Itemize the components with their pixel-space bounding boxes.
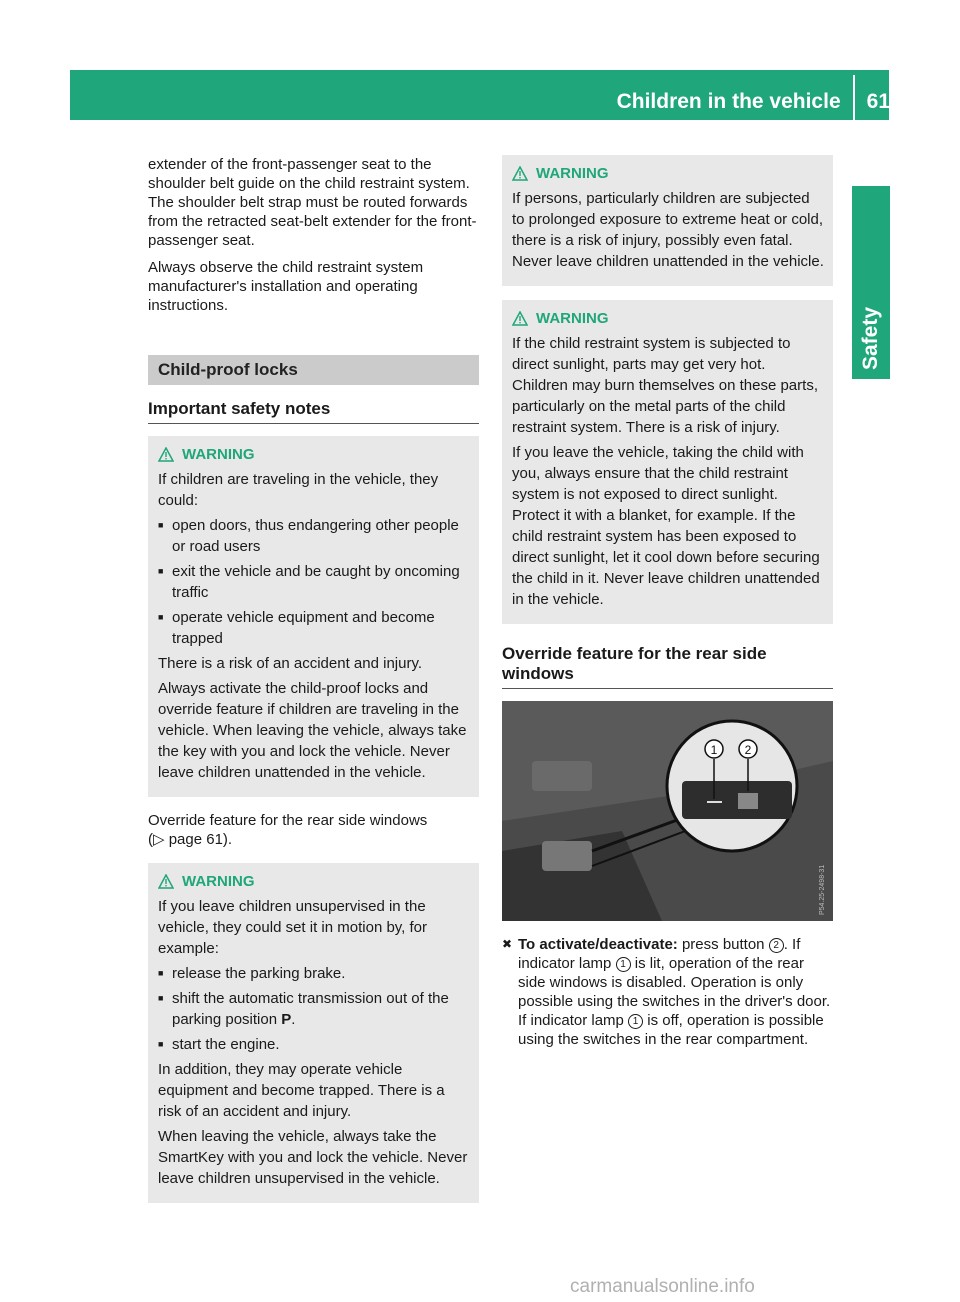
intro-paragraph-1: extender of the front-passenger seat to the shoulder belt guide on the child restraint system. The shoulder belt strap must be routed forwards from the retracted seat-belt extender for the front-passenger seat. bbox=[148, 156, 477, 249]
bullet-item: ■ shift the automatic transmission out of the parking position P. bbox=[158, 988, 471, 1030]
step-text: is lit, operation of the rear side windows is disabled. Operation is only possible using the switches in the driver's door. If indicator lamp bbox=[518, 955, 831, 1029]
footer-watermark: carmanualsonline.info bbox=[570, 1276, 755, 1297]
header-title: Children in the vehicle bbox=[616, 90, 841, 113]
warning-bullet-list bbox=[158, 963, 471, 1055]
step-text: press button bbox=[681, 936, 765, 953]
lamp-1-reference: 1 bbox=[616, 957, 631, 972]
door-panel-illustration bbox=[502, 701, 833, 921]
header-separator bbox=[853, 75, 855, 121]
step-label: To activate/deactivate: bbox=[518, 936, 678, 953]
door-switch-figure bbox=[502, 701, 833, 921]
warning-label: WARNING bbox=[536, 165, 609, 182]
step-text: . If indicator lamp bbox=[518, 936, 801, 972]
cross-reference[interactable] bbox=[148, 811, 479, 849]
warning-text: There is a risk of an accident and injury. bbox=[158, 655, 423, 672]
warning-header bbox=[512, 308, 825, 329]
gear-position-p: P bbox=[281, 1011, 292, 1028]
warning-text: Always activate the child-proof locks and override feature if children are traveling in the vehicle. When leaving the vehicle, always take the key with you and lock the vehicle. Never leave children unattended in the vehicle. bbox=[158, 680, 467, 781]
warning-text: When leaving the vehicle, always take the SmartKey with you and lock the vehicle. Never leave children unsupervised in the vehicle. bbox=[158, 1128, 468, 1187]
bullet-item: ■ exit the vehicle and be caught by oncoming traffic bbox=[158, 561, 471, 603]
section-title: Child-proof locks bbox=[148, 355, 479, 385]
callout-1: 1 bbox=[710, 743, 718, 757]
cross-reference-text: Override feature for the rear side windows bbox=[148, 812, 428, 829]
left-column bbox=[148, 155, 479, 1217]
intro-paragraph-2: Always observe the child restraint system manufacturer's installation and operating instructions. bbox=[148, 259, 424, 314]
warning-label: WARNING bbox=[182, 446, 255, 463]
warning-text: If persons, particularly children are subjected to prolonged exposure to extreme heat or cold, there is a risk of injury, possibly even fatal. Never leave children unattended in the vehicle. bbox=[512, 190, 824, 270]
subheading-safety-notes: Important safety notes bbox=[148, 399, 479, 424]
warning-header bbox=[158, 444, 471, 465]
callout-2: 2 bbox=[744, 743, 752, 757]
lamp-1-reference: 1 bbox=[628, 1014, 643, 1029]
bullet-item: ■ operate vehicle equipment and become trapped bbox=[158, 607, 471, 649]
side-tab-label: Safety bbox=[859, 306, 882, 370]
instruction-step bbox=[502, 935, 833, 1049]
warning-text: In addition, they may operate vehicle equipment and become trapped. There is a risk of an accident and injury. bbox=[158, 1061, 445, 1120]
warning-box-1 bbox=[148, 436, 479, 797]
warning-box-4 bbox=[502, 300, 833, 624]
warning-triangle-icon bbox=[158, 447, 174, 462]
warning-bullet-list bbox=[158, 515, 471, 649]
warning-triangle-icon bbox=[512, 166, 528, 181]
step-text: is off, operation is possible using the switches in the rear compartment. bbox=[518, 1012, 824, 1048]
bullet-item: ■ start the engine. bbox=[158, 1034, 471, 1055]
warning-label: WARNING bbox=[182, 873, 255, 890]
subheading-override: Override feature for the rear side windows bbox=[502, 644, 833, 689]
bullet-text: shift the automatic transmission out of the parking position bbox=[172, 990, 449, 1028]
button-2-reference: 2 bbox=[769, 938, 784, 953]
bullet-item: ■ release the parking brake. bbox=[158, 963, 471, 984]
bullet-item: ■ open doors, thus endangering other people or road users bbox=[158, 515, 471, 557]
right-column bbox=[502, 155, 833, 1049]
header bbox=[617, 87, 890, 117]
warning-triangle-icon bbox=[512, 311, 528, 326]
warning-box-3 bbox=[502, 155, 833, 286]
warning-text: If you leave the vehicle, taking the child with you, always ensure that the child restraint system is not exposed to direct sunlight. Protect it with a blanket, for example. If the child restraint system has been exposed to direct sunlight, let it cool down before securing the child in it. Never leave children unattended in the vehicle. bbox=[512, 444, 820, 608]
step-arrow-icon: ✖ bbox=[502, 937, 513, 951]
warning-lead: If children are traveling in the vehicle, they could: bbox=[158, 471, 439, 509]
warning-lead: If you leave children unsupervised in the vehicle, they could set it in motion by, for example: bbox=[158, 898, 428, 957]
warning-text: If the child restraint system is subjected to direct sunlight, parts may get very hot. Children may burn themselves on these parts, particularly on the metal parts of the child restraint system. There is a risk of injury. bbox=[512, 335, 818, 436]
page-reference-link[interactable]: (▷ page 61). bbox=[148, 831, 233, 848]
warning-label: WARNING bbox=[536, 310, 609, 327]
warning-header bbox=[512, 163, 825, 184]
warning-box-2 bbox=[148, 863, 479, 1203]
page-number: 61 bbox=[866, 90, 890, 113]
warning-header bbox=[158, 871, 471, 892]
figure-code: P54.25-2498-31 bbox=[819, 864, 826, 915]
step-body bbox=[518, 935, 833, 1049]
warning-triangle-icon bbox=[158, 874, 174, 889]
